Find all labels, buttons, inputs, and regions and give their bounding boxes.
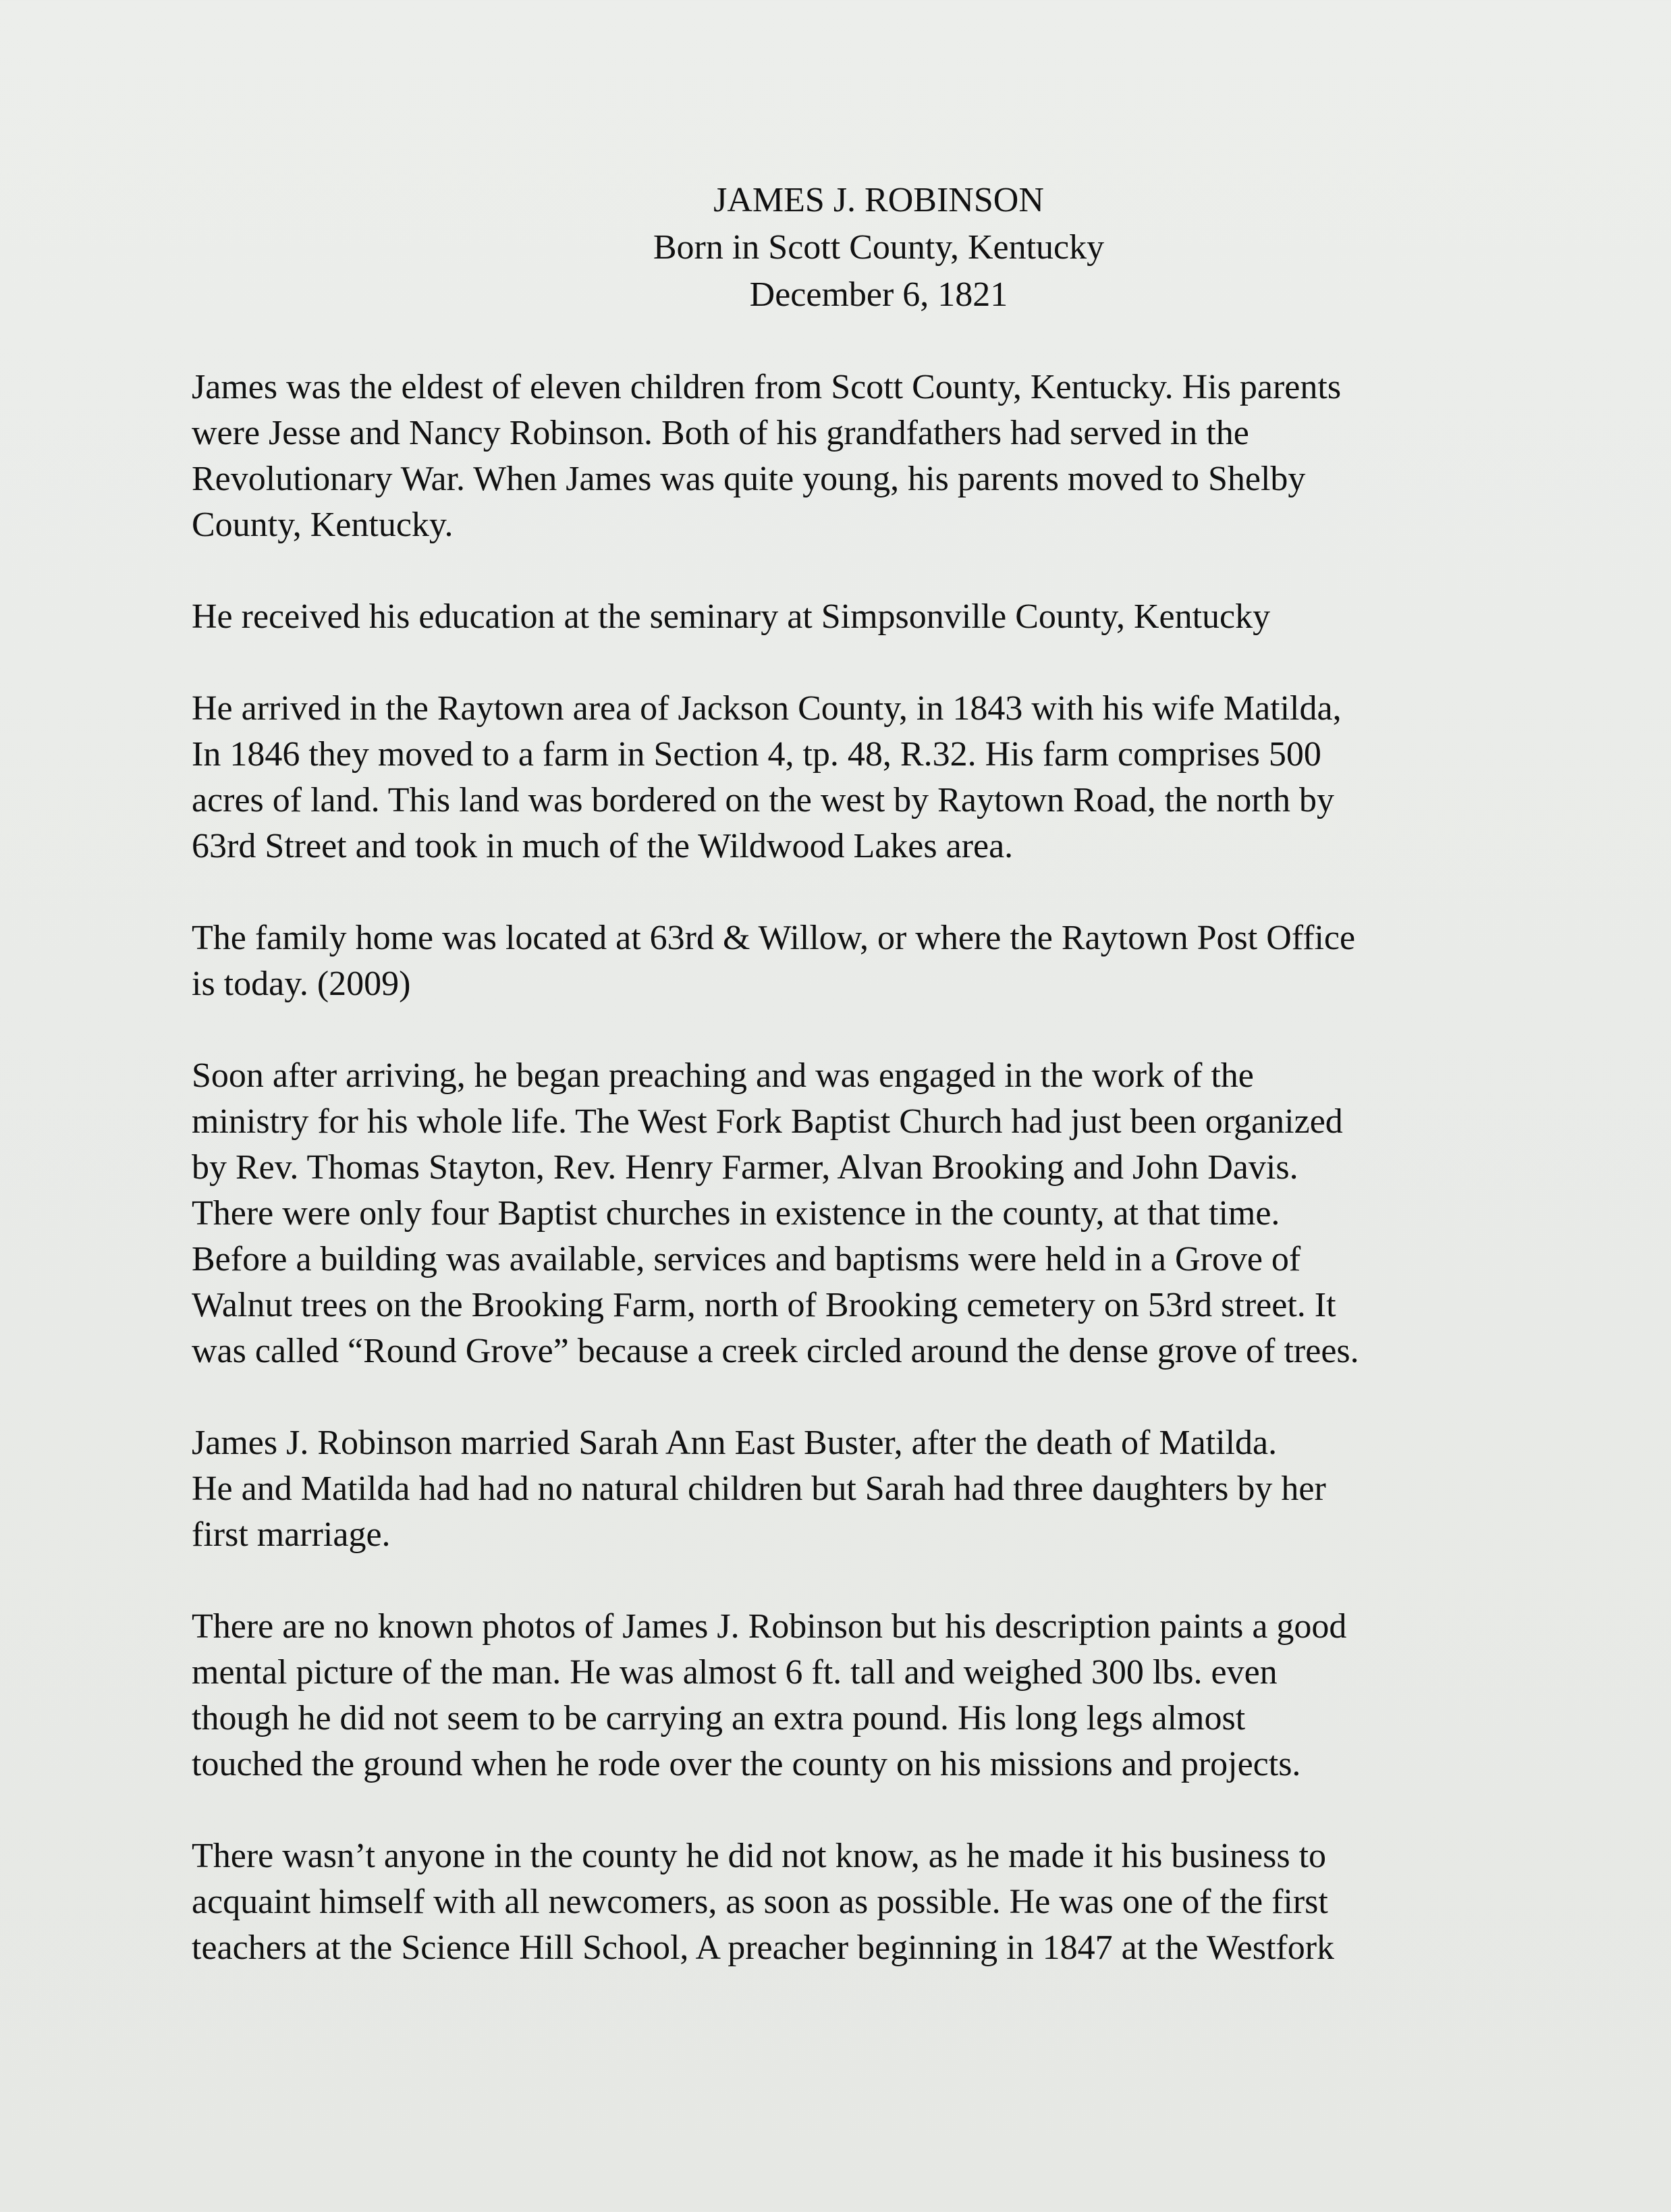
- text-line: He received his education at the seminary at Simpsonville County, Kentucky: [192, 597, 1271, 636]
- text-line: Soon after arriving, he began preaching and was engaged in the work of the: [192, 1056, 1254, 1095]
- text-line: James J. Robinson married Sarah Ann East Buster, after the death of Matilda.: [192, 1424, 1278, 1462]
- document-header: [0, 177, 1671, 319]
- biography-body: [192, 365, 1582, 2017]
- text-line: Walnut trees on the Brooking Farm, north of Brooking cemetery on 53rd street. It: [192, 1286, 1336, 1324]
- text-line: acquaint himself with all newcomers, as soon as possible. He was one of the first: [192, 1883, 1328, 1921]
- text-line: There wasn’t anyone in the county he did not know, as he made it his business to: [192, 1837, 1327, 1875]
- birthplace-line: Born in Scott County, Kentucky: [653, 228, 1105, 267]
- paragraph-family: [192, 365, 1582, 548]
- text-line: mental picture of the man. He was almost 6 ft. tall and weighed 300 lbs. even: [192, 1653, 1278, 1692]
- text-line: touched the ground when he rode over the county on his missions and projects.: [192, 1745, 1301, 1783]
- paragraph-home: [192, 915, 1582, 1007]
- paragraph-ministry: [192, 1053, 1582, 1374]
- text-line: He arrived in the Raytown area of Jackson County, in 1843 with his wife Matilda,: [192, 689, 1342, 728]
- paragraph-community: [192, 1833, 1582, 1971]
- text-line: Before a building was available, services and baptisms were held in a Grove of: [192, 1240, 1301, 1278]
- text-line: were Jesse and Nancy Robinson. Both of his grandfathers had served in the: [192, 414, 1249, 452]
- text-line: The family home was located at 63rd & Willow, or where the Raytown Post Office: [192, 919, 1356, 957]
- text-line: There are no known photos of James J. Robinson but his description paints a good: [192, 1607, 1347, 1646]
- text-line: Revolutionary War. When James was quite young, his parents moved to Shelby: [192, 460, 1306, 498]
- birthdate-line: December 6, 1821: [749, 275, 1008, 314]
- subject-name: JAMES J. ROBINSON: [713, 181, 1044, 219]
- paragraph-education: [192, 594, 1582, 640]
- text-line: He and Matilda had had no natural children but Sarah had three daughters by her: [192, 1469, 1326, 1508]
- paragraph-description: [192, 1604, 1582, 1787]
- text-line: acres of land. This land was bordered on the west by Raytown Road, the north by: [192, 781, 1334, 819]
- text-line: ministry for his whole life. The West Fork Baptist Church had just been organized: [192, 1102, 1343, 1141]
- text-line: In 1846 they moved to a farm in Section 4, tp. 48, R.32. His farm comprises 500: [192, 735, 1321, 774]
- text-line: though he did not seem to be carrying an extra pound. His long legs almost: [192, 1699, 1246, 1737]
- paragraph-marriage: [192, 1420, 1582, 1558]
- paragraph-farm: [192, 686, 1582, 869]
- text-line: James was the eldest of eleven children from Scott County, Kentucky. His parents: [192, 368, 1342, 406]
- text-line: There were only four Baptist churches in existence in the county, at that time.: [192, 1194, 1280, 1233]
- text-line: teachers at the Science Hill School, A preacher beginning in 1847 at the Westfork: [192, 1928, 1335, 1967]
- text-line: was called “Round Grove” because a creek circled around the dense grove of trees.: [192, 1332, 1359, 1370]
- text-line: first marriage.: [192, 1515, 391, 1554]
- text-line: is today. (2009): [192, 965, 411, 1003]
- text-line: by Rev. Thomas Stayton, Rev. Henry Farmer, Alvan Brooking and John Davis.: [192, 1148, 1298, 1187]
- text-line: 63rd Street and took in much of the Wildwood Lakes area.: [192, 827, 1014, 865]
- text-line: County, Kentucky.: [192, 506, 454, 544]
